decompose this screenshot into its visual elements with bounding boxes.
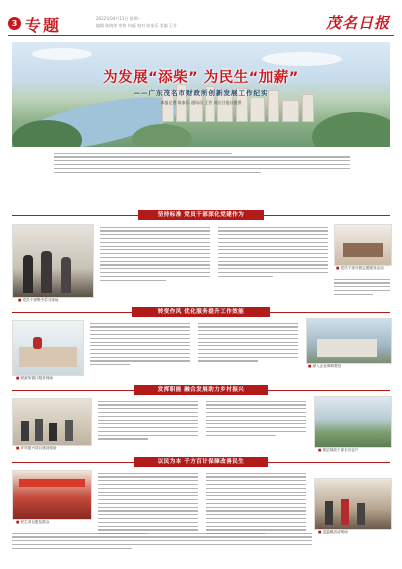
issue-date: 2022年04月11日 星期一 <box>96 16 142 21</box>
photo-farmer-visit <box>314 396 392 448</box>
byline: 本报记者 陈家乐 通讯员 王芳 茂名日报社提供 <box>160 100 242 105</box>
newspaper-logo: 茂名日报 <box>325 14 390 32</box>
caption-photo6: ■ 基层财政干部走访农户 <box>318 448 358 453</box>
editor-credits: 编辑 陈晓华 审核 何磊 校对 陈家乐 美编 王芳 <box>96 23 177 28</box>
caption-photo4: ■ 深入企业调研帮扶 <box>308 364 341 369</box>
intro-paragraph <box>54 150 350 175</box>
caption-photo5: ■ 乡村振兴项目建设现场 <box>16 446 56 451</box>
caption-photo3: ■ 财政所窗口服务现场 <box>16 376 53 381</box>
section2-text-col2 <box>198 320 298 364</box>
section4-text-col1 <box>98 470 198 537</box>
photo-rural-project <box>12 398 92 446</box>
caption-photo8: ■ 送温暖活动现场 <box>318 530 348 535</box>
photo-meeting <box>12 224 94 298</box>
section2-banner: 转变作风 优化服务提升工作效能 <box>132 307 270 317</box>
photo-enterprise-visit <box>306 318 392 364</box>
headline: 为发展“添柴” 为民生“加薪” <box>103 70 299 86</box>
photo-volunteer <box>334 224 392 266</box>
section4-banner: 以民为本 千方百计保障改善民生 <box>134 457 268 467</box>
photo-window-service <box>12 320 84 376</box>
header-rule <box>8 35 394 36</box>
section3-text-col2 <box>206 398 306 438</box>
section-title: 专题 <box>25 16 62 35</box>
page-number-badge: 3 <box>8 17 21 30</box>
section1-text-col3 <box>334 276 390 298</box>
section1-text-col2 <box>218 224 328 280</box>
caption-photo7: ■ 民生项目惠及群众 <box>16 520 49 525</box>
section4-text-bottom <box>12 530 312 552</box>
photo-livelihood <box>12 470 92 520</box>
photo-warm-delivery <box>314 478 392 530</box>
section4-text-col2 <box>206 470 306 537</box>
section3-text-col1 <box>98 398 198 442</box>
section1-text-col1 <box>100 224 210 283</box>
subheadline: ——广东茂名市财政所创新发展工作纪实 <box>133 89 269 97</box>
caption-photo2: ■ 党员干部开展志愿服务活动 <box>336 266 384 271</box>
section3-banner: 发挥职能 融合发展助力乡村振兴 <box>134 385 268 395</box>
caption-photo1: ■ 党员干部集中学习现场 <box>18 298 58 303</box>
section2-text-col1 <box>90 320 190 368</box>
section1-banner: 坚持标准 党员干部深化党建作为 <box>138 210 264 220</box>
